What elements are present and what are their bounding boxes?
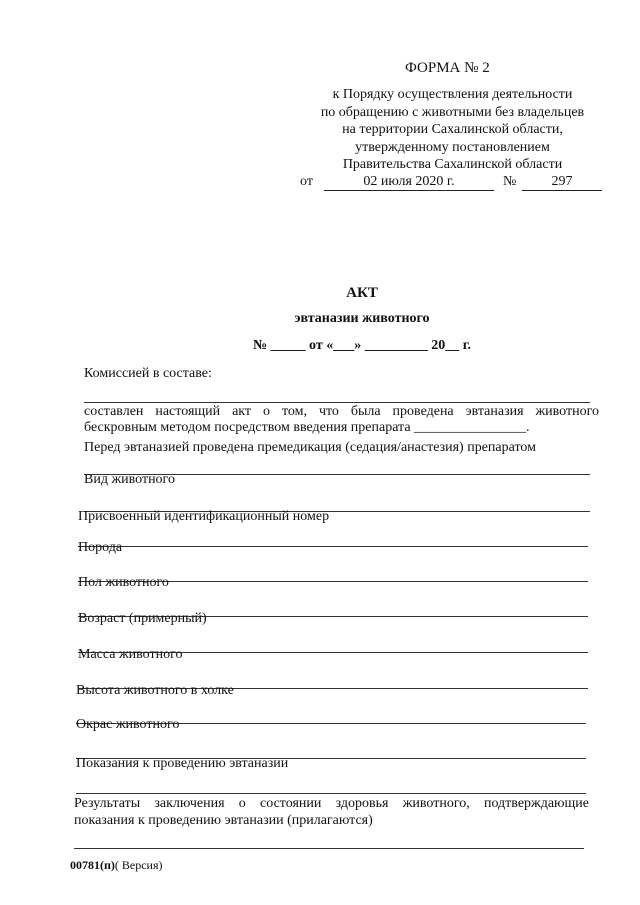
approval-line: к Порядку осуществления деятельности xyxy=(332,87,573,102)
document-code: 00781(п) xyxy=(70,858,115,872)
approval-line: Правительства Сахалинской области xyxy=(342,157,563,172)
approval-line: по обращению с животными без владельцев xyxy=(320,104,585,120)
approval-line: на территории Сахалинской области, xyxy=(342,122,563,137)
approval-date-line xyxy=(300,174,610,194)
results-rule xyxy=(74,848,584,849)
field-label: Присвоенный идентификационный номер xyxy=(78,509,330,524)
approval-reference xyxy=(295,86,610,174)
document-footer xyxy=(70,858,163,873)
field-label: Вид животного xyxy=(84,472,175,487)
premedication-label: Перед эвтаназией проведена премедикация (седация/анастезия) препаратом xyxy=(84,440,536,455)
field-label: Высота животного в холке xyxy=(76,683,234,698)
field-label: Порода xyxy=(78,540,123,555)
composed-line-2: бескровным методом посредством введения препарата ________________. xyxy=(84,420,530,435)
results-line-1: Результаты заключения о состоянии здоровья животного, подтверждающие xyxy=(74,796,589,811)
composed-line-1: составлен настоящий акт о том, что была проведена эвтаназия животного xyxy=(84,404,599,419)
results-line-2: показания к проведению эвтаназии (прилагаются) xyxy=(74,813,373,828)
field-label: Масса животного xyxy=(78,647,183,662)
act-subtitle: эвтаназии животного xyxy=(294,311,430,326)
approval-number: 297 xyxy=(522,174,602,191)
field-label: Пол животного xyxy=(78,575,169,590)
field-label: Показания к проведению эвтаназии xyxy=(76,756,289,771)
act-title: АКТ xyxy=(346,285,378,301)
commission-rule xyxy=(84,402,590,403)
field-label: Окрас животного xyxy=(76,717,180,732)
document-version: ( Версия) xyxy=(114,858,163,872)
field-label: Возраст (примерный) xyxy=(78,611,207,626)
approval-line: утвержденному постановлением xyxy=(355,139,550,155)
date-prefix: от xyxy=(300,174,313,189)
number-sign: № xyxy=(503,174,517,189)
field-rule xyxy=(76,793,586,794)
form-number: ФОРМА № 2 xyxy=(405,60,490,76)
approval-date: 02 июля 2020 г. xyxy=(324,174,494,191)
field-rule xyxy=(78,546,588,547)
act-number-line: № _____ от «___» _________ 20__ г. xyxy=(252,338,472,353)
commission-label: Комиссией в составе: xyxy=(84,366,212,381)
